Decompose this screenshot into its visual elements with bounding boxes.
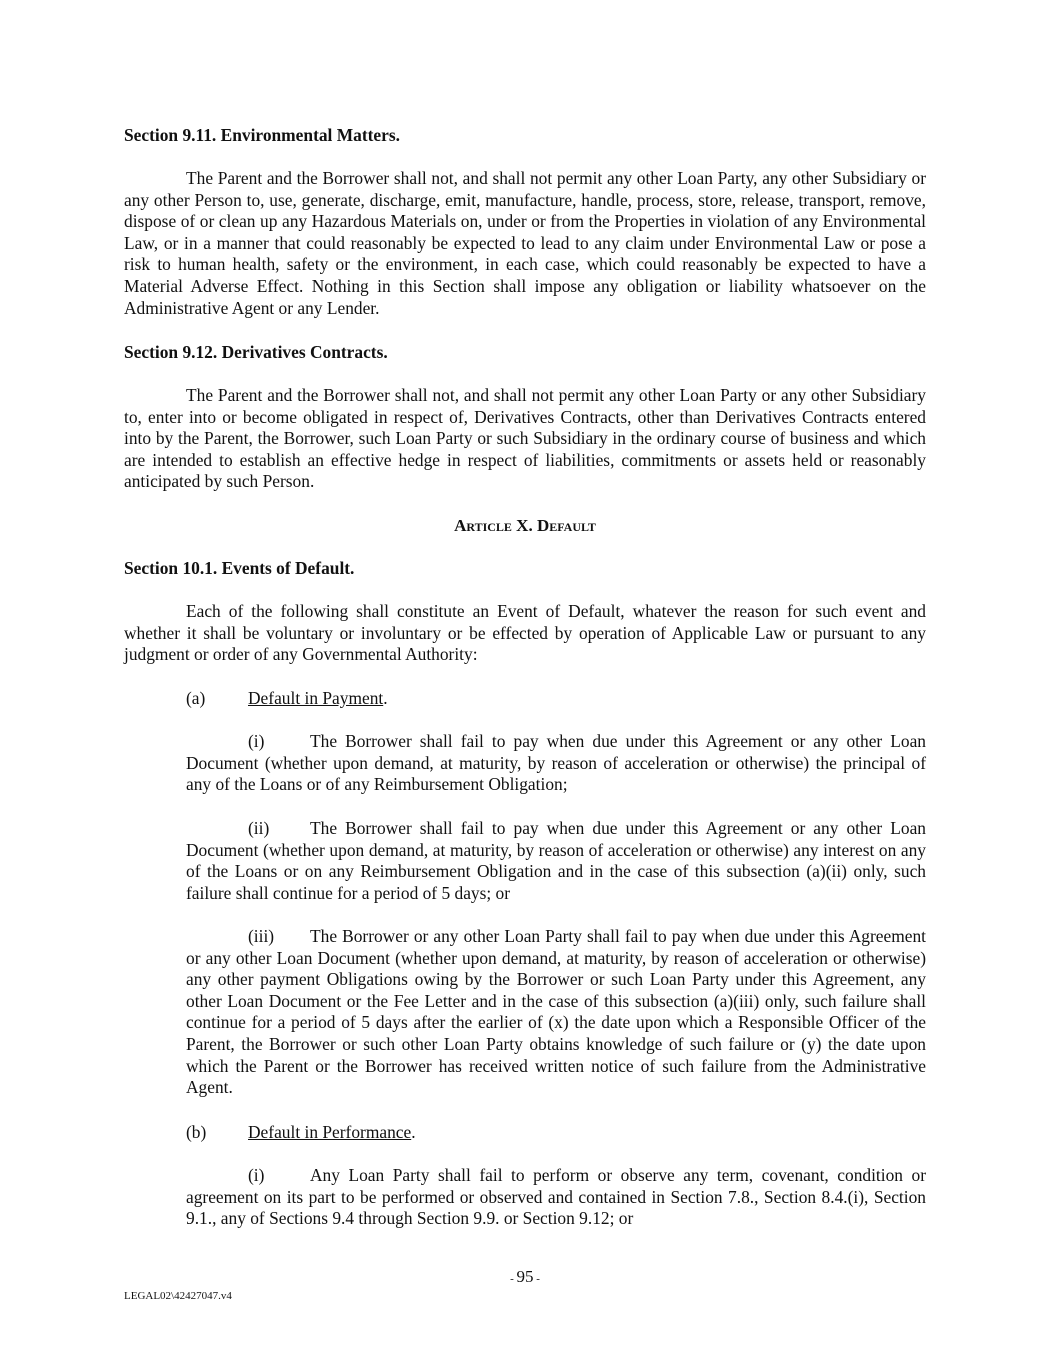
clause-b-period: . [411, 1122, 416, 1142]
section-9-12-body [124, 385, 926, 493]
clause-a-ii [186, 818, 926, 904]
document-id: LEGAL02\42427047.v4 [124, 1290, 232, 1302]
clause-a-period: . [383, 688, 388, 708]
clause-a-iii-label: (iii) [248, 926, 275, 946]
page-number: - 95 - [510, 1267, 540, 1286]
clause-a-label: (a) [186, 688, 206, 708]
clause-a-i-label: (i) [248, 731, 265, 751]
clause-a-i-text: The Borrower shall fail to pay when due under this Agreement or any other Loan Document (whether upon demand, at maturity, by reason of acceleration or otherwise) the principal of any of the Loans or of any Reimbursement Obligation; [186, 731, 926, 795]
clause-b-label: (b) [186, 1122, 207, 1142]
section-9-11-heading: Section 9.11. Environmental Matters. [124, 125, 400, 145]
clause-b-i-text: Any Loan Party shall fail to perform or observe any term, covenant, condition or agreement on its part to be performed or observed and contained in Section 7.8., Section 8.4.(i), Section 9.1., any of Sections 9.4 through Section 9.9. or Section 9.12; or [186, 1165, 926, 1229]
clause-b-i [186, 1165, 926, 1230]
clause-a-title: Default in Payment [248, 688, 384, 708]
clause-a-iii-text: The Borrower or any other Loan Party shall fail to pay when due under this Agreement or any other Loan Document (whether upon demand, at maturity, by reason of acceleration or otherwise) any other payment Obligations owing by the Borrower or such Loan Party under this Agreement, any other Loan Document or the Fee Letter and in the case of this subsection (a)(iii) only, such failure shall continue for a period of 5 days after the earlier of (x) the date upon which a Responsible Officer of the Parent, the Borrower or such other Loan Party obtains knowledge of such failure or (y) the date upon which the Parent or the Borrower has received written notice of such failure from the Administrative Agent. [186, 926, 926, 1098]
article-title: Article X. Default [454, 516, 596, 535]
section-10-1-intro-text: Each of the following shall constitute an Event of Default, whatever the reason for such event and whether it shall be voluntary or involuntary or be effected by operation of Applicable Law or pursuant to any judgment or order of any Governmental Authority: [124, 601, 926, 665]
section-9-11-body [124, 168, 926, 319]
section-9-12-body-text: The Parent and the Borrower shall not, and shall not permit any other Loan Party or any other Subsidiary to, enter into or become obligated in respect of, Derivatives Contracts, other than Derivatives Contracts entered into by the Parent, the Borrower, such Loan Party or such Subsidiary in the ordinary course of business and which are intended to establish an effective hedge in respect of liabilities, commitments or assets held or reasonably anticipated by such Person. [124, 385, 926, 492]
clause-b-title: Default in Performance [248, 1122, 412, 1142]
clause-a-ii-label: (ii) [248, 818, 270, 838]
clause-a-i [186, 731, 926, 796]
section-9-11-body-text: The Parent and the Borrower shall not, and shall not permit any other Loan Party, any other Subsidiary or any other Person to, use, generate, discharge, emit, manufacture, handle, process, store, release, transport, remove, dispose of or clean up any Hazardous Materials on, under or from the Properties in violation of any Environmental Law, or in a manner that could reasonably be expected to lead to any claim under Environmental Law or pose a risk to human health, safety or the environment, in each case, which could reasonably be expected to have a Material Adverse Effect. Nothing in this Section shall impose any obligation or liability whatsoever on the Administrative Agent or any Lender. [124, 168, 926, 318]
section-9-12-heading: Section 9.12. Derivatives Contracts. [124, 342, 388, 362]
section-10-1-heading: Section 10.1. Events of Default. [124, 558, 355, 578]
clause-a-ii-text: The Borrower shall fail to pay when due under this Agreement or any other Loan Document (whether upon demand, at maturity, by reason of acceleration or otherwise) any interest on any of the Loans or on any Reimbursement Obligation and in the case of this subsection (a)(ii) only, such failure shall continue for a period of 5 days; or [186, 818, 926, 903]
clause-b-i-label: (i) [248, 1165, 265, 1185]
clause-a [186, 688, 388, 710]
clause-b [186, 1122, 416, 1144]
clause-a-iii [186, 926, 926, 1099]
section-10-1-intro [124, 601, 926, 666]
page-number-value: 95 [516, 1267, 534, 1286]
